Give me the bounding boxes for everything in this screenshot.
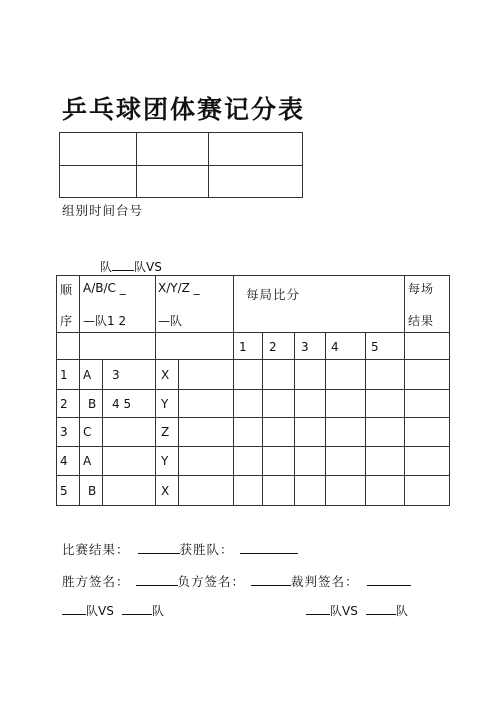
game-number: 1	[239, 340, 247, 354]
info-label: 组别时间台号	[62, 203, 144, 218]
match-result-label: 比赛结果：	[62, 542, 130, 557]
page-title: 乒乓球团体赛记分表	[62, 95, 306, 124]
match-team-right: 队VS	[134, 260, 162, 274]
game-number: 4	[331, 340, 339, 354]
row-player: A	[83, 454, 92, 468]
header-abc-bottom: —队1 2	[83, 314, 127, 328]
vs-right-a: 队VS	[330, 604, 358, 618]
row-opponent: Z	[161, 425, 170, 439]
referee-sign-label: 裁判签名：	[291, 574, 359, 589]
vs-line-left	[62, 602, 164, 619]
match-result-blank	[138, 543, 180, 554]
header-xyz-bottom: —队	[158, 314, 183, 328]
referee-sign-blank	[367, 575, 411, 586]
win-sign-label: 胜方签名：	[62, 574, 130, 589]
team-blank	[112, 260, 134, 271]
row-order: 4	[60, 454, 68, 468]
team-blank	[366, 604, 396, 615]
row-extra: 3	[112, 368, 120, 382]
row-order: 3	[60, 425, 68, 439]
header-each-game: 每局比分	[246, 287, 301, 302]
game-number: 3	[301, 340, 309, 354]
row-extra: 4 5	[112, 397, 132, 411]
row-order: 1	[60, 368, 68, 382]
row-opponent: X	[161, 484, 170, 498]
vs-line-right	[306, 602, 408, 619]
team-blank	[122, 604, 152, 615]
header-result-bottom: 结果	[408, 314, 435, 328]
team-blank	[306, 604, 330, 615]
row-opponent: X	[161, 368, 170, 382]
row-opponent: Y	[161, 454, 169, 468]
winner-blank	[240, 543, 298, 554]
row-player: C	[83, 425, 92, 439]
header-order-top: 顺	[60, 283, 73, 297]
header-xyz-top: X/Y/Z _	[158, 281, 200, 295]
game-number: 5	[371, 340, 379, 354]
win-sign-blank	[136, 575, 178, 586]
game-number: 2	[269, 340, 277, 354]
row-player: B	[88, 484, 97, 498]
lose-sign-blank	[251, 575, 291, 586]
header-result-top: 每场	[408, 282, 435, 296]
lose-sign-label: 负方签名：	[177, 574, 246, 589]
row-player: B	[88, 397, 97, 411]
match-line	[100, 258, 162, 275]
vs-left-b: 队	[151, 604, 164, 618]
winner-label: 获胜队：	[179, 542, 234, 557]
team-blank	[62, 604, 86, 615]
row-order: 5	[60, 484, 68, 498]
header-abc-top: A/B/C _	[83, 281, 126, 295]
row-player: A	[83, 368, 92, 382]
match-team-left: 队	[100, 260, 113, 274]
header-order-bottom: 序	[60, 314, 73, 328]
result-line	[62, 540, 298, 558]
row-opponent: Y	[161, 397, 169, 411]
row-order: 2	[60, 397, 68, 411]
vs-right-b: 队	[395, 604, 408, 618]
vs-left-a: 队VS	[86, 604, 114, 618]
signature-line	[62, 572, 411, 590]
